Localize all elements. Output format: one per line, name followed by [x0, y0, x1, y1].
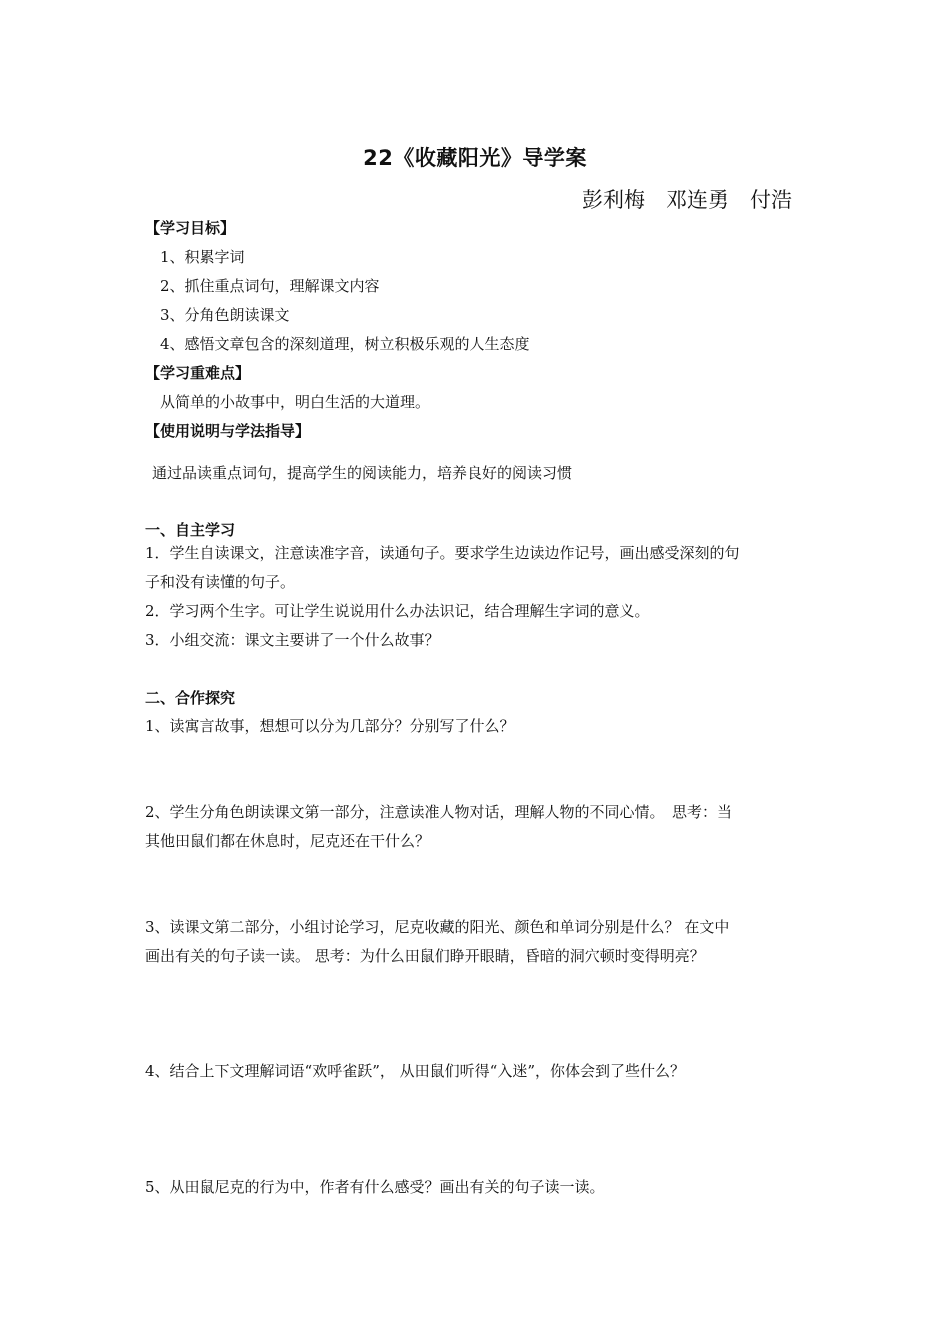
authors: 彭利梅 邓连勇 付浩 [582, 188, 792, 212]
cooperation-question-2-cont: 其他田鼠们都在休息时，尼克还在干什么？ [145, 832, 431, 850]
cooperation-question-3: 3、读课文第二部分，小组讨论学习，尼克收藏的阳光、颜色和单词分别是什么？ 在文中 [145, 918, 730, 936]
cooperation-question-2: 2、学生分角色朗读课文第一部分，注意读准人物对话，理解人物的不同心情。 思考：当 [145, 803, 733, 821]
cooperation-question-4: 4、结合上下文理解词语“欢呼雀跃”， 从田鼠们听得“入迷”，你体会到了些什么？ [145, 1062, 685, 1080]
self-study-item: 3．小组交流：课文主要讲了一个什么故事？ [145, 631, 440, 649]
self-study-item: 子和没有读懂的句子。 [145, 573, 296, 591]
self-study-item: 1．学生自读课文，注意读准字音，读通句子。要求学生边读边作记号，画出感受深刻的句 [145, 544, 740, 562]
cooperation-question-5: 5、从田鼠尼克的行为中，作者有什么感受？画出有关的句子读一读。 [145, 1178, 605, 1196]
instructions-text: 通过品读重点词句，提高学生的阅读能力，培养良好的阅读习惯 [152, 464, 573, 482]
key-points-text: 从简单的小故事中，明白生活的大道理。 [160, 393, 431, 411]
goal-item: 3、分角色朗读课文 [160, 306, 290, 324]
cooperation-question-3-cont: 画出有关的句子读一读。 思考：为什么田鼠们睁开眼睛，昏暗的洞穴顿时变得明亮？ [145, 947, 705, 965]
self-study-heading: 一、自主学习 [145, 521, 236, 539]
document-title: 22《收藏阳光》导学案 [363, 146, 587, 170]
cooperation-question-1: 1、读寓言故事，想想可以分为几部分？分别写了什么？ [145, 717, 515, 735]
self-study-item: 2．学习两个生字。可让学生说说用什么办法识记，结合理解生字词的意义。 [145, 602, 650, 620]
cooperation-heading: 二、合作探究 [145, 689, 236, 707]
key-points-heading: 【学习重难点】 [145, 364, 251, 382]
instructions-heading: 【使用说明与学法指导】 [145, 422, 311, 440]
goals-heading: 【学习目标】 [145, 219, 236, 237]
goal-item: 2、抓住重点词句，理解课文内容 [160, 277, 380, 295]
goal-item: 4、感悟文章包含的深刻道理，树立积极乐观的人生态度 [160, 335, 530, 353]
goal-item: 1、积累字词 [160, 248, 245, 266]
